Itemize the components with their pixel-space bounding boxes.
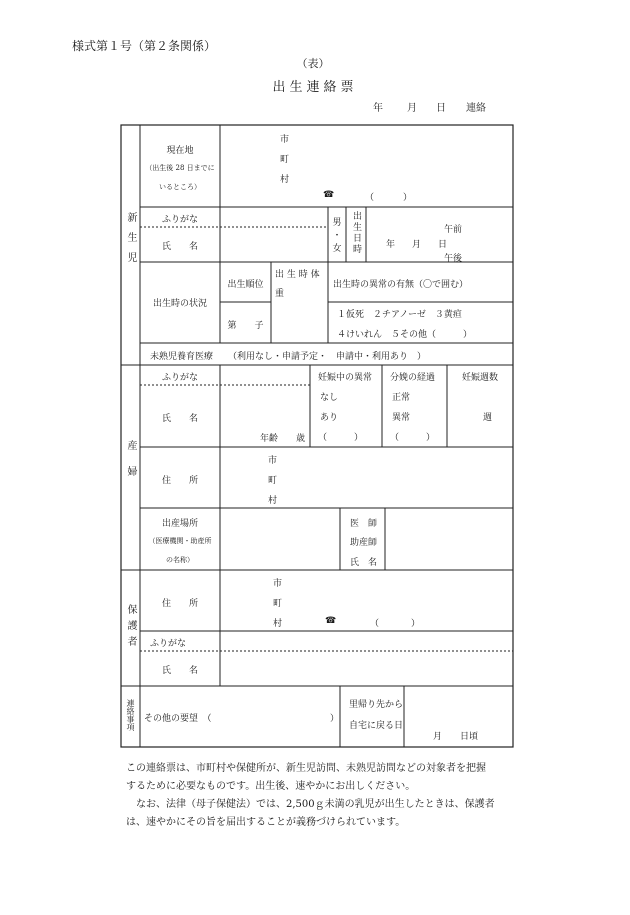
guardian-name-label: 氏 名 (161, 666, 198, 676)
birth-time-label: 出生日時 (351, 211, 361, 255)
front-side-label: （表） (296, 57, 330, 70)
mother-name-label: 氏 名 (161, 414, 198, 424)
guardian-furigana-label: ふりがな (150, 639, 187, 649)
guardian-address-label: 住 所 (161, 599, 198, 609)
gestation-week-unit: 週 (483, 413, 493, 423)
telephone-icon: ☎ (323, 190, 335, 200)
gestation-weeks-label: 妊娠週数 (461, 373, 498, 383)
location-label: 現在地 (166, 146, 194, 156)
location-note-1: （出生後 28 日までに (145, 164, 215, 172)
birth-order-value: 第 子 (227, 321, 264, 331)
sex-dot: ・ (332, 231, 342, 241)
attendant-name-label: 氏 名 (350, 558, 378, 568)
pregnancy-note-paren: （ ） (318, 433, 364, 443)
abnormality-label: 出生時の異常の有無（〇で囲む） (333, 280, 469, 290)
return-home-label-2: 自宅に戻る日 (349, 721, 404, 731)
form-number: 様式第１号（第２条関係） (72, 39, 217, 53)
contact-section-label: 連絡事項 (126, 699, 135, 731)
newborn-furigana-label: ふりがな (161, 215, 198, 225)
delivery-normal: 正常 (392, 393, 411, 403)
birth-status-label: 出生時の状況 (152, 299, 207, 309)
report-month-label: 月 (407, 103, 417, 114)
mother-town-label: 町 (268, 476, 278, 486)
newborn-section-label: 新生児 (125, 212, 136, 272)
form-title: 出生連絡票 (272, 80, 358, 95)
abnormality-options-2: ４けいれん ５その他（ ） (337, 330, 473, 340)
phone-paren-close: ） (403, 193, 413, 203)
sex-female: 女 (332, 244, 342, 254)
birth-place-label: 出産場所 (161, 519, 198, 529)
guardian-city-label: 市 (273, 579, 283, 589)
note-line-4: は、速やかにその旨を届出することが義務づけられています。 (126, 817, 406, 828)
note-line-3: なお、法律（母子保健法）では、2,500ｇ未満の乳児が出生したときは、保護者 (136, 799, 495, 810)
mother-furigana-label: ふりがな (161, 373, 198, 383)
birth-place-note-1: （医療機関・助産所 (148, 537, 212, 545)
birth-order-label: 出生順位 (227, 280, 264, 290)
other-requests-label: その他の要望 （ (144, 714, 212, 724)
abnormality-options-1: １仮死 ２チアノーゼ ３黄疸 (337, 310, 462, 320)
pm-label: 午後 (444, 254, 463, 264)
am-label: 午前 (444, 225, 463, 235)
sex-male: 男 (332, 218, 342, 228)
pregnancy-present: あり (320, 413, 339, 423)
delivery-abnormal: 異常 (392, 413, 411, 423)
birth-weight-label-1: 出 生 時 体 (275, 270, 320, 280)
birth-place-note-2: の名称） (166, 556, 194, 564)
midwife-label: 助産師 (350, 538, 378, 548)
note-line-1: この連絡票は、市町村や保健所が、新生児訪問、未熟児訪問などの対象者を把握 (126, 763, 486, 774)
other-requests-close: ） (330, 714, 340, 724)
notes-block (126, 760, 510, 832)
guardian-phone-paren-close: ） (411, 619, 421, 629)
doctor-label: 医 師 (350, 519, 378, 529)
mother-age-label: 年齢 歳 (260, 434, 306, 444)
phone-paren-open: （ (365, 193, 375, 203)
village-label: 村 (280, 175, 290, 185)
birth-day-label: 日 (438, 240, 448, 250)
guardian-town-label: 町 (273, 599, 283, 609)
return-home-label-1: 里帰り先から (349, 700, 404, 710)
city-label: 市 (280, 135, 290, 145)
mother-city-label: 市 (268, 456, 278, 466)
guardian-phone-paren-open: （ (370, 619, 380, 629)
newborn-name-label: 氏 名 (161, 242, 198, 252)
delivery-note-paren: （ ） (390, 433, 436, 443)
mother-village-label: 村 (268, 496, 278, 506)
guardian-village-label: 村 (273, 619, 283, 629)
birth-month-label: 月 (412, 240, 422, 250)
location-note-2: いるところ） (159, 183, 201, 191)
guardian-section-label: 保護者 (125, 604, 136, 652)
mother-address-label: 住 所 (161, 476, 198, 486)
birth-weight-label-2: 重 (275, 289, 285, 299)
premature-care-label: 未熟児養育医療 (150, 352, 214, 362)
pregnancy-abnormality-label: 妊娠中の異常 (318, 373, 373, 383)
return-home-date: 月 日頃 (433, 732, 479, 742)
report-day-label: 日 (436, 103, 446, 114)
mother-section-label: 産婦 (125, 440, 136, 492)
premature-care-value: （利用なし・申請予定・ 申請中・利用あり ） (228, 352, 427, 362)
guardian-telephone-icon: ☎ (325, 616, 337, 626)
report-year-label: 年 (373, 103, 383, 114)
pregnancy-none: なし (320, 393, 339, 403)
birth-year-label: 年 (386, 240, 396, 250)
note-line-2: するために必要なものです。出生後、速やかにお出しください。 (126, 781, 416, 792)
delivery-course-label: 分娩の経過 (390, 373, 436, 383)
report-suffix-label: 連絡 (466, 103, 486, 114)
town-label: 町 (280, 155, 290, 165)
